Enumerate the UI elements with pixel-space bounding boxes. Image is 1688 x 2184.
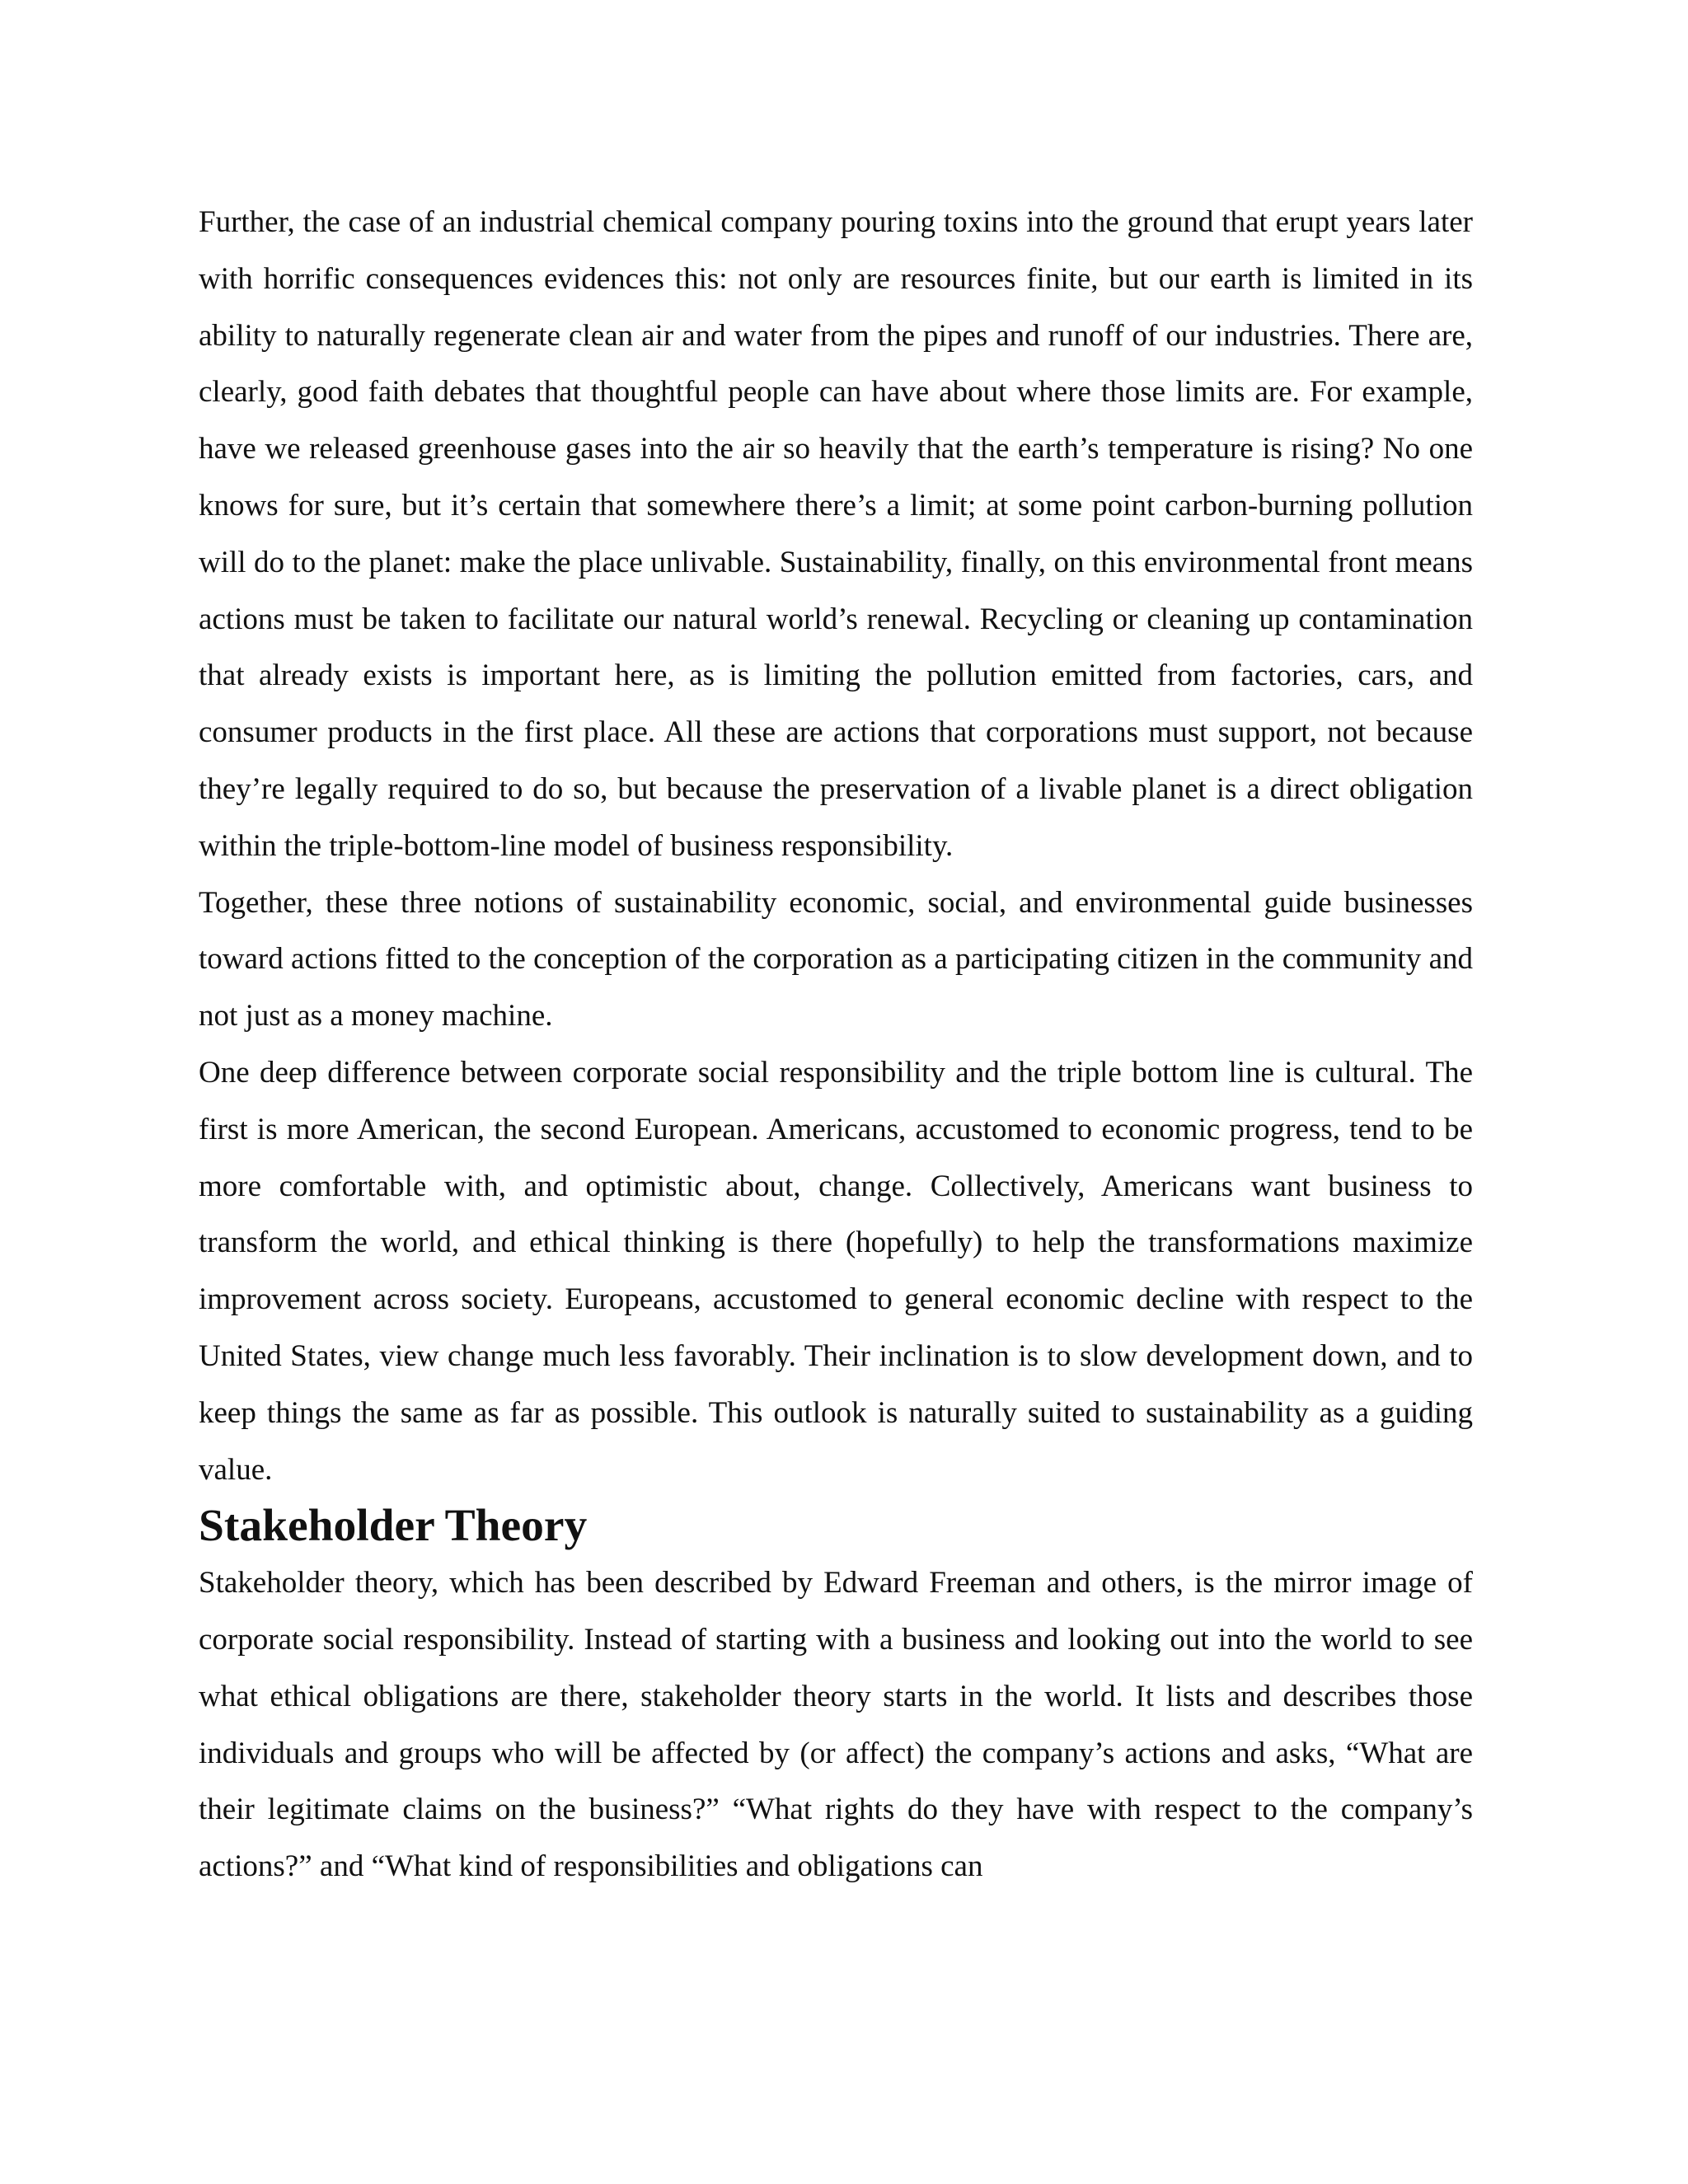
paragraph-environmental-sustainability: Further, the case of an industrial chemical company pouring toxins into the ground that erupt years later with horrific consequences evidences this: not only are resources finite, but our earth is limited in its ability to naturally regenerate clean air and water from the pipes and runoff of our industries. There are, clearly, good faith debates that thoughtful people can have about where those limits are. For example, have we released greenhouse gases into the air so heavily that the earth’s temperature is rising? No one knows for sure, but it’s certain that somewhere there’s a limit; at some point carbon-burning pollution will do to the planet: make the place unlivable. Sustainability, finally, on this environmental front means actions must be taken to facilitate our natural world’s renewal. Recycling or cleaning up contamination that already exists is important here, as is limiting the pollution emitted from factories, cars, and consumer products in the first place. All these are actions that corporations must support, not because they’re legally required to do so, but because the preservation of a livable planet is a direct obligation within the triple-bottom-line model of business responsibility. xyxy=(199,205,1473,863)
paragraph-cultural-difference: One deep difference between corporate social responsibility and the triple bottom line is cultural. The first is more American, the second European. Americans, accustomed to economic progress, tend to be more comfortable with, and optimistic about, change. Collectively, Americans want business to transform the world, and ethical thinking is there (hopefully) to help the transformations maximize improvement across society. Europeans, accustomed to general economic decline with respect to the United States, view change much less favorably. Their inclination is to slow development down, and to keep things the same as far as possible. This outlook is naturally suited to sustainability as a guiding value. xyxy=(199,1055,1473,1487)
document-body xyxy=(199,194,1473,1896)
section-heading: Stakeholder Theory xyxy=(199,1501,588,1552)
paragraph-stakeholder-theory: Stakeholder theory, which has been described by Edward Freeman and others, is the mirror image of corporate social responsibility. Instead of starting with a business and looking out into the world to see what ethical obligations are there, stakeholder theory starts in the world. It lists and describes those individuals and groups who will be affected by (or affect) the company’s actions and asks, “What are their legitimate claims on the business?” “What rights do they have with respect to the company’s actions?” and “What kind of responsibilities and obligations can xyxy=(199,1566,1473,1884)
paragraph-three-notions: Together, these three notions of sustainability economic, social, and environmental guide businesses toward actions fitted to the conception of the corporation as a participating citizen in the community and not just as a money machine. xyxy=(199,885,1473,1033)
